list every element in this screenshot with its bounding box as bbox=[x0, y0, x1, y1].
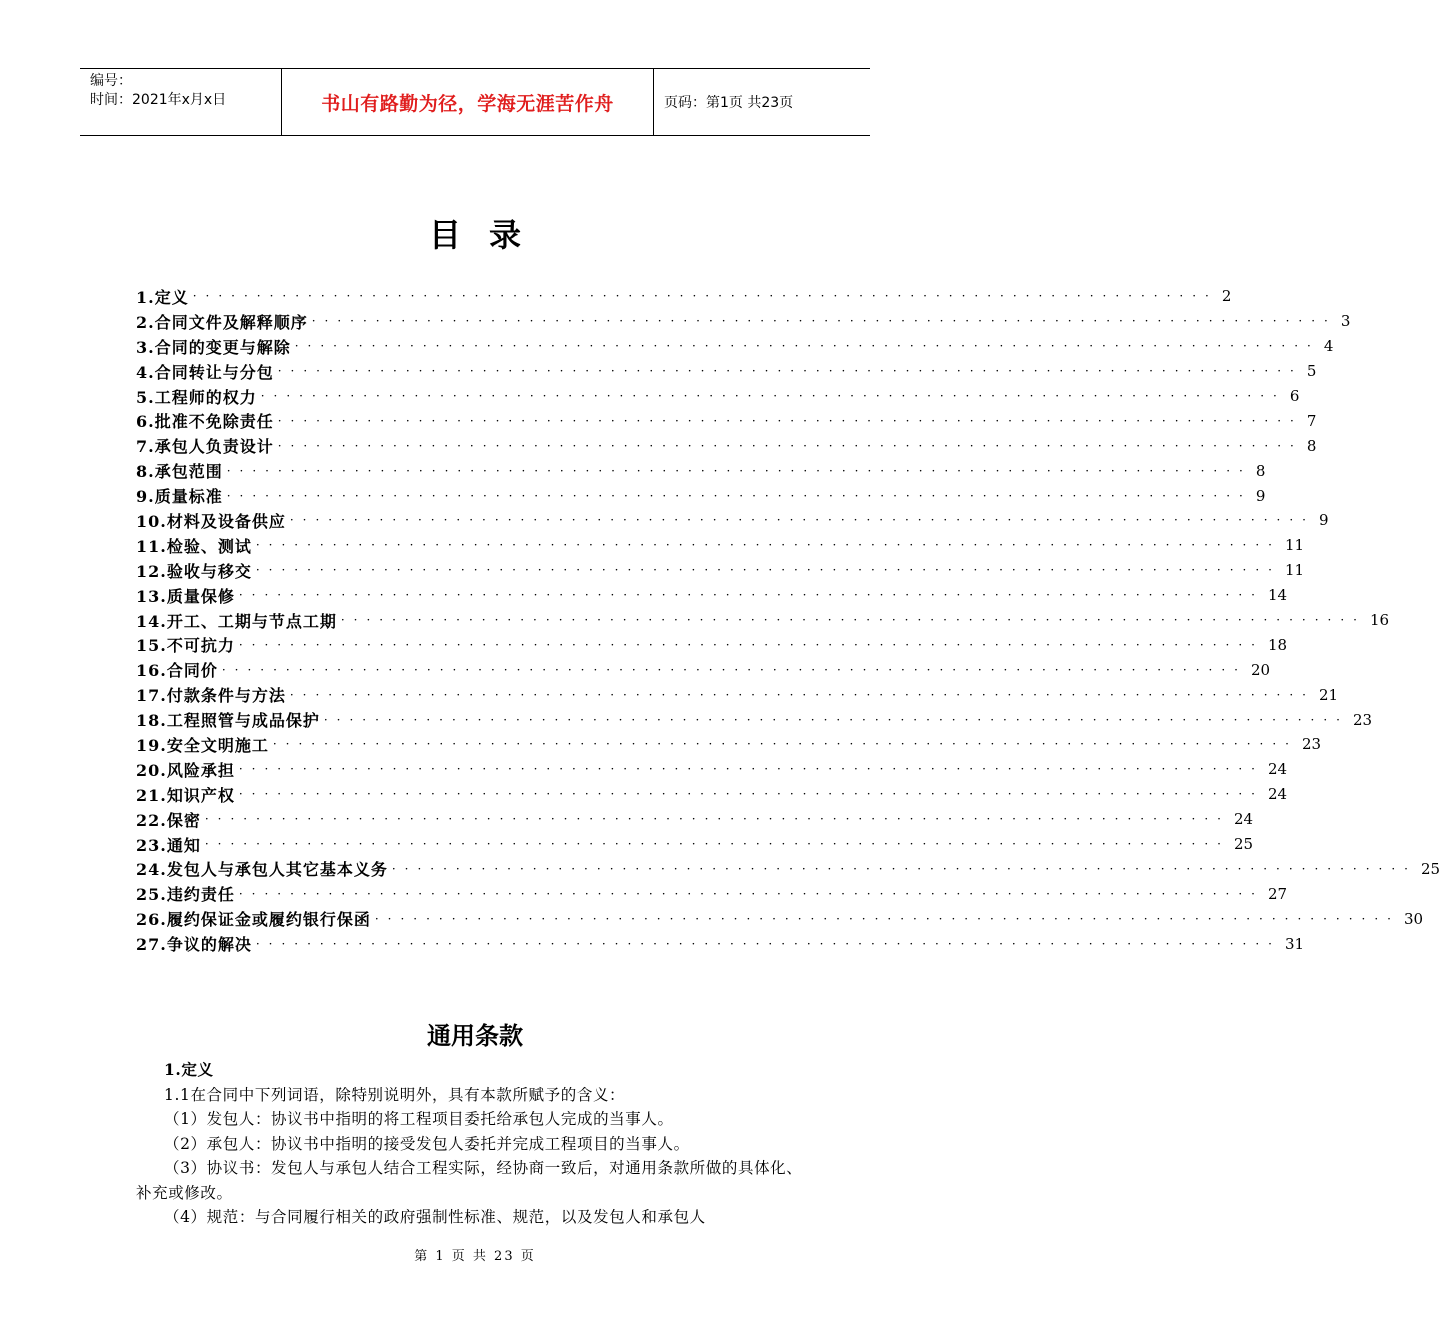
toc-leader-dots: ················································································ bbox=[289, 687, 1315, 702]
toc-entry[interactable] bbox=[136, 881, 1288, 906]
toc-entry[interactable] bbox=[136, 558, 1305, 583]
toc-entry-page: 25 bbox=[1234, 835, 1254, 854]
toc-leader-dots: ················································································ bbox=[226, 463, 1252, 478]
section-title: 通用条款 bbox=[427, 1022, 523, 1050]
toc-entry-page: 24 bbox=[1268, 785, 1288, 804]
toc-entry[interactable] bbox=[136, 906, 1424, 931]
toc-entry[interactable] bbox=[136, 583, 1288, 608]
toc-entry-page: 30 bbox=[1404, 909, 1424, 928]
toc-entry[interactable] bbox=[136, 508, 1329, 533]
toc-entry[interactable] bbox=[136, 682, 1339, 707]
section-body bbox=[136, 1058, 816, 1230]
toc-entry[interactable] bbox=[136, 608, 1390, 633]
toc-entry-title: 16.合同价 bbox=[136, 661, 218, 681]
toc-entry[interactable] bbox=[136, 856, 1440, 881]
toc-entry[interactable] bbox=[136, 782, 1288, 807]
toc-entry-title: 4.合同转让与分包 bbox=[136, 362, 274, 382]
toc-entry[interactable] bbox=[136, 931, 1305, 956]
section-heading: 1.定义 bbox=[164, 1060, 214, 1079]
toc-entry-page: 9 bbox=[1255, 486, 1266, 505]
toc-entry-page: 2 bbox=[1221, 287, 1232, 306]
toc-leader-dots: ················································································ bbox=[311, 314, 1337, 329]
toc-leader-dots: ················································································ bbox=[204, 812, 1230, 827]
toc-leader-dots: ················································································ bbox=[277, 413, 1303, 428]
toc-entry-page: 3 bbox=[1340, 312, 1351, 331]
toc-entry-title: 6.批准不免除责任 bbox=[136, 412, 274, 432]
toc-entry-page: 5 bbox=[1306, 362, 1317, 381]
toc-entry[interactable] bbox=[136, 707, 1373, 732]
toc-leader-dots: ················································································ bbox=[238, 886, 1264, 901]
toc-entry[interactable] bbox=[136, 732, 1322, 757]
toc-entry-title: 22.保密 bbox=[136, 810, 201, 830]
toc-leader-dots: ················································································ bbox=[238, 588, 1264, 603]
toc-entry[interactable] bbox=[136, 359, 1317, 384]
toc-entry-page: 4 bbox=[1323, 337, 1334, 356]
toc-entry-title: 5.工程师的权力 bbox=[136, 387, 257, 407]
toc-entry-title: 20.风险承担 bbox=[136, 760, 235, 780]
toc-entry[interactable] bbox=[136, 657, 1271, 682]
toc-entry-title: 15.不可抗力 bbox=[136, 636, 235, 656]
toc-entry-title: 25.违约责任 bbox=[136, 885, 235, 905]
toc-entry-title: 24.发包人与承包人其它基本义务 bbox=[136, 860, 388, 880]
toc-leader-dots: ················································································ bbox=[238, 787, 1264, 802]
toc-leader-dots: ················································································ bbox=[391, 861, 1417, 876]
toc-entry-title: 18.工程照管与成品保护 bbox=[136, 711, 320, 731]
toc-entry-page: 14 bbox=[1268, 586, 1288, 605]
toc-entry-title: 13.质量保修 bbox=[136, 586, 235, 606]
toc-entry-page: 6 bbox=[1289, 387, 1300, 405]
toc-leader-dots: ················································································ bbox=[260, 389, 1286, 403]
toc-leader-dots: ················································································ bbox=[272, 737, 1298, 752]
toc-entry-page: 9 bbox=[1319, 511, 1329, 530]
toc-entry-page: 23 bbox=[1353, 710, 1373, 729]
paragraph: 1.1在合同中下列词语，除特别说明外，具有本款所赋予的含义： bbox=[164, 1085, 626, 1104]
page-header bbox=[80, 68, 870, 136]
toc-entry-page: 8 bbox=[1306, 436, 1317, 455]
toc-entry[interactable] bbox=[136, 284, 1232, 309]
toc-entry-title: 17.付款条件与方法 bbox=[136, 686, 286, 706]
toc-leader-dots: ················································································ bbox=[255, 563, 1281, 578]
toc-leader-dots: ················································································ bbox=[294, 339, 1320, 354]
toc-entry-page: 31 bbox=[1285, 934, 1305, 953]
toc-entry[interactable] bbox=[136, 832, 1254, 857]
toc-leader-dots: ················································································ bbox=[277, 364, 1303, 379]
header-meta bbox=[80, 69, 282, 135]
toc-entry-title: 1.定义 bbox=[136, 287, 189, 307]
toc-entry-title: 11.检验、测试 bbox=[136, 536, 252, 556]
paragraph: （3）协议书：发包人与承包人结合工程实际，经协商一致后，对通用条款所做的具体化、补充或修改。 bbox=[136, 1159, 803, 1202]
date-label: 时间：2021年x月x日 bbox=[90, 92, 227, 108]
toc-leader-dots: ················································································ bbox=[374, 911, 1400, 926]
toc-entry-page: 23 bbox=[1302, 735, 1322, 754]
toc-entry-page: 25 bbox=[1421, 859, 1440, 878]
number-label: 编号： bbox=[90, 73, 132, 89]
toc-leader-dots: ················································································ bbox=[255, 538, 1281, 553]
toc-entry-page: 24 bbox=[1234, 810, 1254, 829]
toc-entry[interactable] bbox=[136, 334, 1334, 359]
toc-leader-dots: ················································································ bbox=[238, 637, 1264, 652]
toc-entry-page: 18 bbox=[1268, 635, 1288, 654]
toc-leader-dots: ················································································ bbox=[192, 289, 1218, 304]
toc-entry-title: 8.承包范围 bbox=[136, 462, 223, 482]
toc-entry-page: 20 bbox=[1251, 660, 1271, 679]
toc-entry-title: 2.合同文件及解释顺序 bbox=[136, 312, 308, 332]
toc-entry[interactable] bbox=[136, 408, 1317, 433]
toc-entry-title: 27.争议的解决 bbox=[136, 935, 252, 955]
toc-entry[interactable] bbox=[136, 433, 1317, 458]
toc-leader-dots: ················································································ bbox=[204, 837, 1230, 852]
toc-entry-title: 26.履约保证金或履约银行保函 bbox=[136, 910, 371, 930]
toc-entry[interactable] bbox=[136, 458, 1266, 483]
toc-entry-title: 3.合同的变更与解除 bbox=[136, 337, 291, 357]
toc-leader-dots: ················································································ bbox=[221, 662, 1247, 677]
toc-entry-title: 9.质量标准 bbox=[136, 487, 223, 507]
toc-entry[interactable] bbox=[136, 384, 1300, 409]
toc-title: 目录 bbox=[428, 216, 549, 254]
page-footer: 第 1 页 共 23 页 bbox=[414, 1249, 536, 1264]
toc-entry-page: 27 bbox=[1268, 884, 1288, 903]
toc-entry-page: 11 bbox=[1285, 536, 1305, 555]
paragraph: （4）规范：与合同履行相关的政府强制性标准、规范，以及发包人和承包人 bbox=[164, 1208, 706, 1226]
table-of-contents bbox=[136, 284, 1440, 956]
toc-leader-dots: ················································································ bbox=[340, 613, 1366, 628]
toc-leader-dots: ················································································ bbox=[323, 712, 1349, 727]
toc-leader-dots: ················································································ bbox=[226, 488, 1252, 503]
toc-entry[interactable] bbox=[136, 632, 1288, 657]
header-motto: 书山有路勤为径，学海无涯苦作舟 bbox=[282, 69, 654, 135]
toc-entry-title: 21.知识产权 bbox=[136, 785, 235, 805]
toc-entry-page: 8 bbox=[1255, 461, 1266, 480]
toc-entry[interactable] bbox=[136, 483, 1266, 508]
toc-entry-title: 19.安全文明施工 bbox=[136, 735, 269, 755]
toc-entry-title: 14.开工、工期与节点工期 bbox=[136, 611, 337, 631]
toc-entry[interactable] bbox=[136, 807, 1254, 832]
toc-entry[interactable] bbox=[136, 309, 1351, 334]
toc-entry[interactable] bbox=[136, 757, 1288, 782]
toc-entry-title: 12.验收与移交 bbox=[136, 561, 252, 581]
toc-leader-dots: ················································································ bbox=[289, 513, 1315, 528]
toc-entry-page: 24 bbox=[1268, 760, 1288, 779]
paragraph: （2）承包人：协议书中指明的接受发包人委托并完成工程项目的当事人。 bbox=[164, 1134, 690, 1153]
toc-leader-dots: ················································································ bbox=[255, 936, 1281, 951]
toc-entry-page: 16 bbox=[1370, 611, 1390, 630]
toc-entry-page: 21 bbox=[1319, 685, 1339, 704]
toc-entry[interactable] bbox=[136, 533, 1305, 558]
toc-entry-title: 10.材料及设备供应 bbox=[136, 511, 286, 531]
toc-leader-dots: ················································································ bbox=[238, 762, 1264, 777]
toc-entry-page: 11 bbox=[1285, 561, 1305, 580]
toc-entry-title: 7.承包人负责设计 bbox=[136, 437, 274, 457]
paragraph: （1）发包人：协议书中指明的将工程项目委托给承包人完成的当事人。 bbox=[164, 1110, 674, 1128]
toc-entry-title: 23.通知 bbox=[136, 835, 201, 855]
toc-entry-page: 7 bbox=[1306, 411, 1317, 430]
toc-leader-dots: ················································································ bbox=[277, 438, 1303, 453]
header-page-info: 页码：第1页 共23页 bbox=[664, 95, 794, 111]
